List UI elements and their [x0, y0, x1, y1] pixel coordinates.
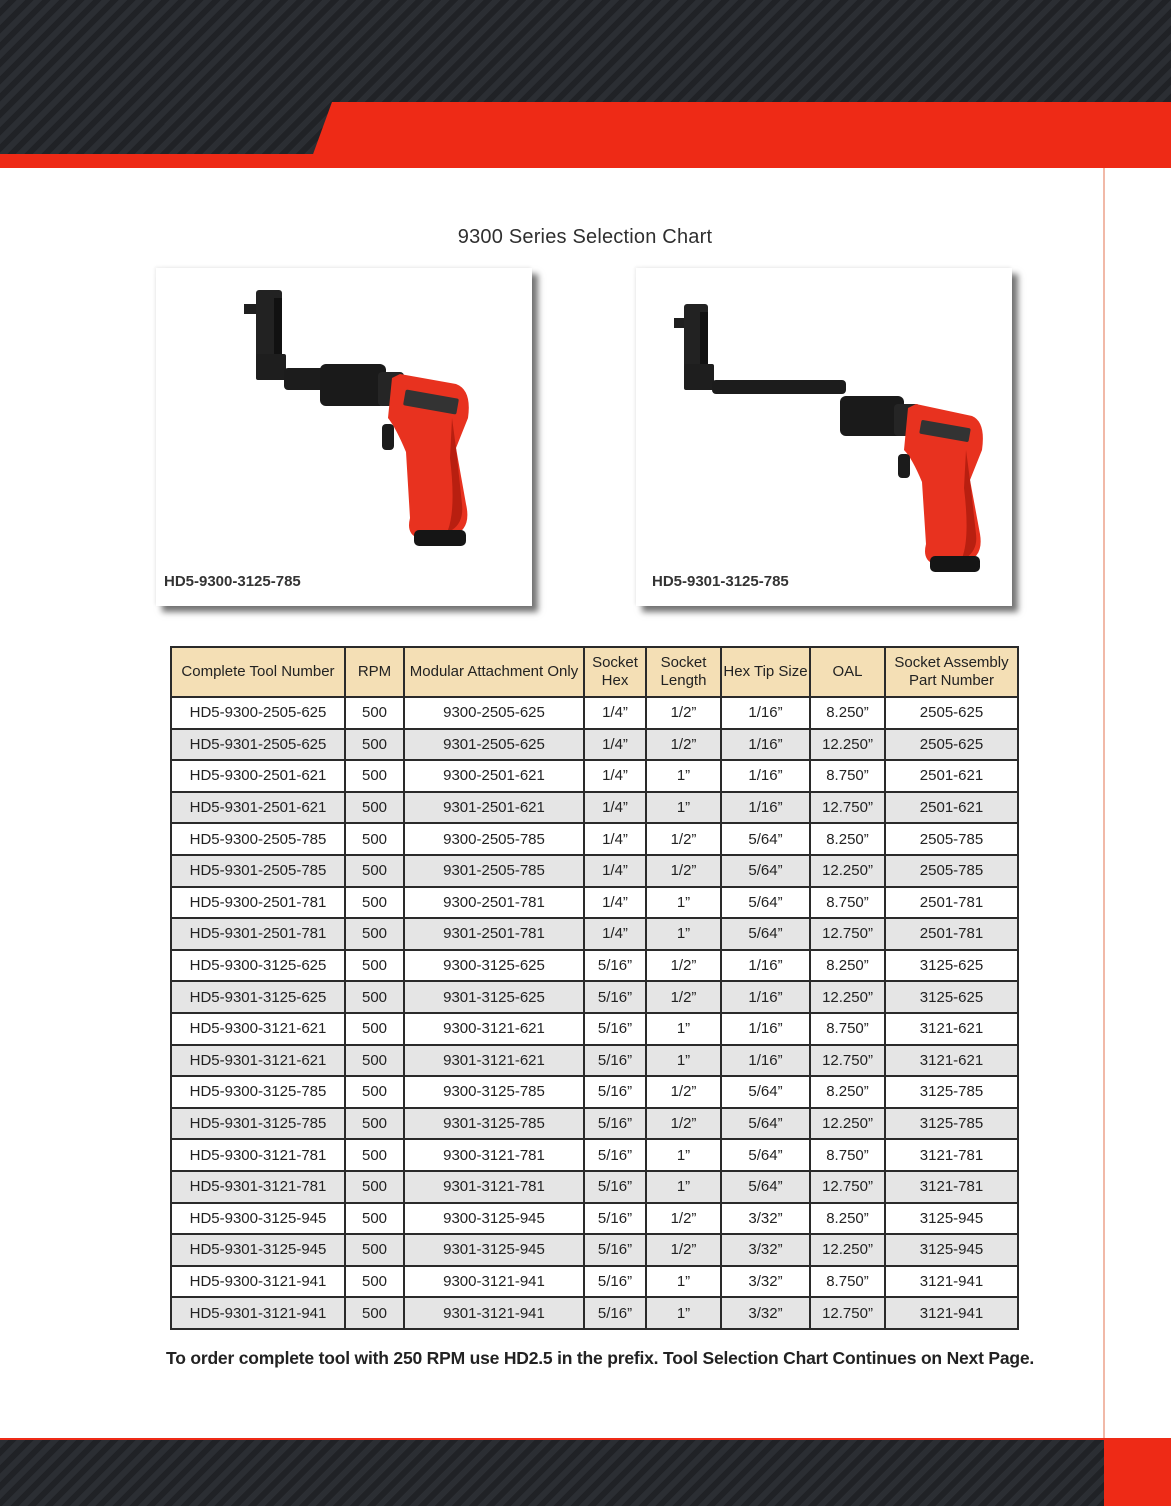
table-cell: HD5-9301-3121-781 — [171, 1171, 345, 1203]
footer-band — [0, 1440, 1171, 1506]
table-cell: 1/4” — [584, 760, 646, 792]
table-cell: 9300-3125-625 — [404, 950, 584, 982]
table-cell: 500 — [345, 697, 404, 729]
table-cell: HD5-9300-2501-781 — [171, 887, 345, 919]
table-row — [171, 1297, 1018, 1329]
table-cell: HD5-9300-3125-945 — [171, 1203, 345, 1235]
table-cell: 1/16” — [721, 697, 810, 729]
column-header: OAL — [810, 647, 885, 697]
table-cell: 9301-2501-781 — [404, 918, 584, 950]
table-cell: 2501-781 — [885, 918, 1018, 950]
table-row — [171, 729, 1018, 761]
column-header: Complete Tool Number — [171, 647, 345, 697]
table-cell: 500 — [345, 1203, 404, 1235]
table-row — [171, 823, 1018, 855]
table-cell: 1/16” — [721, 950, 810, 982]
table-cell: HD5-9301-3125-945 — [171, 1234, 345, 1266]
table-cell: 8.750” — [810, 1139, 885, 1171]
table-cell: 5/16” — [584, 1108, 646, 1140]
table-row — [171, 950, 1018, 982]
table-cell: 8.250” — [810, 697, 885, 729]
table-cell: HD5-9301-2501-781 — [171, 918, 345, 950]
table-cell: 1/4” — [584, 855, 646, 887]
table-cell: 9300-3121-941 — [404, 1266, 584, 1298]
table-cell: 1” — [646, 1013, 721, 1045]
table-row — [171, 1203, 1018, 1235]
table-cell: 1/4” — [584, 729, 646, 761]
table-cell: 5/16” — [584, 1045, 646, 1077]
table-cell: 500 — [345, 855, 404, 887]
table-cell: 1” — [646, 1266, 721, 1298]
table-cell: HD5-9300-2505-625 — [171, 697, 345, 729]
photo-caption: HD5-9301-3125-785 — [652, 573, 789, 590]
table-cell: 3/32” — [721, 1203, 810, 1235]
table-cell: 1/2” — [646, 1203, 721, 1235]
table-row — [171, 1234, 1018, 1266]
table-cell: 1/2” — [646, 1076, 721, 1108]
table-row — [171, 1108, 1018, 1140]
table-cell: 9301-3121-941 — [404, 1297, 584, 1329]
table-cell: 1” — [646, 1139, 721, 1171]
table-cell: 1/2” — [646, 729, 721, 761]
table-row — [171, 1171, 1018, 1203]
table-cell: 500 — [345, 1013, 404, 1045]
table-cell: 5/64” — [721, 1171, 810, 1203]
table-cell: 3121-621 — [885, 1045, 1018, 1077]
table-row — [171, 760, 1018, 792]
table-cell: 9301-2505-625 — [404, 729, 584, 761]
table-row — [171, 918, 1018, 950]
table-cell: 3125-625 — [885, 950, 1018, 982]
table-cell: HD5-9300-3121-941 — [171, 1266, 345, 1298]
column-header: Socket Hex — [584, 647, 646, 697]
table-cell: 8.750” — [810, 887, 885, 919]
table-cell: 8.250” — [810, 1076, 885, 1108]
page-side-rule — [1103, 168, 1105, 1440]
table-row — [171, 1045, 1018, 1077]
table-cell: 500 — [345, 1171, 404, 1203]
table-cell: 9300-2501-621 — [404, 760, 584, 792]
table-row — [171, 1013, 1018, 1045]
column-header: Socket Length — [646, 647, 721, 697]
product-photo-short — [156, 268, 532, 606]
table-cell: 9300-2501-781 — [404, 887, 584, 919]
table-cell: 1/2” — [646, 697, 721, 729]
table-cell: 9300-2505-625 — [404, 697, 584, 729]
table-cell: 12.750” — [810, 1045, 885, 1077]
table-cell: 1/4” — [584, 823, 646, 855]
table-cell: 9301-2505-785 — [404, 855, 584, 887]
table-cell: 3121-781 — [885, 1171, 1018, 1203]
table-cell: 1/4” — [584, 697, 646, 729]
table-cell: HD5-9301-3125-625 — [171, 981, 345, 1013]
table-cell: 1/4” — [584, 887, 646, 919]
table-cell: 12.750” — [810, 792, 885, 824]
table-row — [171, 981, 1018, 1013]
table-cell: 1” — [646, 1171, 721, 1203]
table-cell: 9300-3121-781 — [404, 1139, 584, 1171]
table-cell: 5/16” — [584, 1297, 646, 1329]
table-cell: 5/16” — [584, 1013, 646, 1045]
table-row — [171, 1076, 1018, 1108]
table-cell: 9301-3121-621 — [404, 1045, 584, 1077]
table-cell: 2505-785 — [885, 823, 1018, 855]
table-row — [171, 1266, 1018, 1298]
table-cell: 9301-3125-625 — [404, 981, 584, 1013]
table-cell: 500 — [345, 918, 404, 950]
table-cell: HD5-9301-3125-785 — [171, 1108, 345, 1140]
table-cell: 8.250” — [810, 823, 885, 855]
footnote: To order complete tool with 250 RPM use HD2.5 in the prefix. Tool Selection Chart Continues on Next Page. — [166, 1348, 1035, 1368]
photo-caption: HD5-9300-3125-785 — [164, 573, 301, 590]
table-cell: 12.750” — [810, 1171, 885, 1203]
table-cell: HD5-9301-3121-941 — [171, 1297, 345, 1329]
table-cell: 5/64” — [721, 887, 810, 919]
table-cell: HD5-9301-2505-785 — [171, 855, 345, 887]
table-cell: 500 — [345, 887, 404, 919]
table-cell: 3125-945 — [885, 1203, 1018, 1235]
table-cell: 8.750” — [810, 1266, 885, 1298]
table-cell: 5/16” — [584, 950, 646, 982]
table-cell: 9300-2505-785 — [404, 823, 584, 855]
product-photo-long — [636, 268, 1012, 606]
table-cell: 2501-621 — [885, 760, 1018, 792]
table-cell: 12.250” — [810, 1108, 885, 1140]
table-cell: HD5-9300-3121-621 — [171, 1013, 345, 1045]
table-cell: HD5-9301-2501-621 — [171, 792, 345, 824]
table-cell: 5/16” — [584, 1266, 646, 1298]
table-cell: 1/2” — [646, 855, 721, 887]
table-cell: 2501-621 — [885, 792, 1018, 824]
table-cell: 500 — [345, 1297, 404, 1329]
table-cell: 12.250” — [810, 729, 885, 761]
table-cell: HD5-9300-3121-781 — [171, 1139, 345, 1171]
table-cell: 500 — [345, 792, 404, 824]
table-cell: 8.750” — [810, 760, 885, 792]
table-cell: 1” — [646, 792, 721, 824]
table-cell: 8.250” — [810, 950, 885, 982]
table-body — [171, 697, 1018, 1329]
table-cell: 1” — [646, 887, 721, 919]
table-cell: 2501-781 — [885, 887, 1018, 919]
table-cell: HD5-9301-2505-625 — [171, 729, 345, 761]
table-cell: 1” — [646, 918, 721, 950]
footer-accent-block — [1104, 1438, 1171, 1506]
table-cell: 2505-785 — [885, 855, 1018, 887]
table-cell: 9301-3125-785 — [404, 1108, 584, 1140]
column-header: RPM — [345, 647, 404, 697]
table-cell: 5/64” — [721, 918, 810, 950]
table-cell: 5/16” — [584, 1076, 646, 1108]
table-cell: 1/2” — [646, 1234, 721, 1266]
column-header: Socket Assembly Part Number — [885, 647, 1018, 697]
table-cell: 3125-785 — [885, 1076, 1018, 1108]
table-cell: 1/4” — [584, 918, 646, 950]
table-cell: 1/16” — [721, 981, 810, 1013]
table-row — [171, 792, 1018, 824]
table-cell: HD5-9300-2505-785 — [171, 823, 345, 855]
table-cell: 5/16” — [584, 1171, 646, 1203]
table-cell: 12.750” — [810, 918, 885, 950]
table-cell: 500 — [345, 950, 404, 982]
table-cell: 1/2” — [646, 1108, 721, 1140]
table-cell: 3121-941 — [885, 1266, 1018, 1298]
table-cell: 500 — [345, 1234, 404, 1266]
table-cell: HD5-9300-3125-625 — [171, 950, 345, 982]
table-cell: HD5-9301-3121-621 — [171, 1045, 345, 1077]
page-title: 9300 Series Selection Chart — [457, 226, 713, 248]
table-cell: 12.250” — [810, 981, 885, 1013]
header-accent-bar — [308, 102, 1171, 168]
pneumatic-drill-short-icon — [156, 268, 532, 606]
table-cell: 500 — [345, 1139, 404, 1171]
table-cell: 500 — [345, 823, 404, 855]
table-cell: 3121-781 — [885, 1139, 1018, 1171]
table-cell: 500 — [345, 1108, 404, 1140]
table-cell: 5/16” — [584, 1203, 646, 1235]
table-cell: 1/16” — [721, 729, 810, 761]
table-cell: 3125-625 — [885, 981, 1018, 1013]
table-cell: 5/16” — [584, 981, 646, 1013]
table-row — [171, 1139, 1018, 1171]
table-cell: 5/64” — [721, 1139, 810, 1171]
table-cell: 3125-945 — [885, 1234, 1018, 1266]
table-header-row — [171, 647, 1018, 697]
table-cell: 1/16” — [721, 760, 810, 792]
table-cell: 500 — [345, 1045, 404, 1077]
table-cell: 8.250” — [810, 1203, 885, 1235]
table-cell: 9301-3121-781 — [404, 1171, 584, 1203]
table-cell: 1” — [646, 1045, 721, 1077]
table-cell: 500 — [345, 1076, 404, 1108]
table-cell: 5/64” — [721, 1108, 810, 1140]
table-cell: 5/16” — [584, 1139, 646, 1171]
table-cell: 12.750” — [810, 1297, 885, 1329]
table-cell: 8.750” — [810, 1013, 885, 1045]
table-cell: 9300-3125-945 — [404, 1203, 584, 1235]
table-cell: 1/2” — [646, 981, 721, 1013]
table-cell: 3/32” — [721, 1297, 810, 1329]
pneumatic-drill-long-icon — [636, 268, 1012, 606]
table-cell: 500 — [345, 1266, 404, 1298]
table-cell: 2505-625 — [885, 729, 1018, 761]
table-cell: 1/16” — [721, 792, 810, 824]
table-cell: 5/16” — [584, 1234, 646, 1266]
table-cell: 3121-941 — [885, 1297, 1018, 1329]
table-cell: 2505-625 — [885, 697, 1018, 729]
table-cell: 500 — [345, 981, 404, 1013]
table-cell: 1” — [646, 1297, 721, 1329]
table-cell: 1/16” — [721, 1013, 810, 1045]
table-cell: 5/64” — [721, 855, 810, 887]
table-cell: HD5-9300-2501-621 — [171, 760, 345, 792]
table-row — [171, 887, 1018, 919]
table-cell: 1/4” — [584, 792, 646, 824]
table-cell: 9301-2501-621 — [404, 792, 584, 824]
header-accent-stripe — [0, 154, 330, 168]
table-cell: 500 — [345, 729, 404, 761]
table-cell: 9301-3125-945 — [404, 1234, 584, 1266]
column-header: Hex Tip Size — [721, 647, 810, 697]
table-cell: 5/64” — [721, 823, 810, 855]
table-cell: 9300-3121-621 — [404, 1013, 584, 1045]
table-cell: 500 — [345, 760, 404, 792]
table-row — [171, 697, 1018, 729]
table-cell: 3121-621 — [885, 1013, 1018, 1045]
table-cell: 12.250” — [810, 855, 885, 887]
table-cell: 9300-3125-785 — [404, 1076, 584, 1108]
table-cell: 3/32” — [721, 1266, 810, 1298]
table-cell: 12.250” — [810, 1234, 885, 1266]
table-cell: 1/16” — [721, 1045, 810, 1077]
table-cell: 5/64” — [721, 1076, 810, 1108]
table-row — [171, 855, 1018, 887]
table-cell: HD5-9300-3125-785 — [171, 1076, 345, 1108]
table-cell: 1/2” — [646, 823, 721, 855]
column-header: Modular Attachment Only — [404, 647, 584, 697]
table-cell: 1” — [646, 760, 721, 792]
table-cell: 3/32” — [721, 1234, 810, 1266]
table-cell: 1/2” — [646, 950, 721, 982]
table-cell: 3125-785 — [885, 1108, 1018, 1140]
selection-chart-table — [170, 646, 1019, 1330]
